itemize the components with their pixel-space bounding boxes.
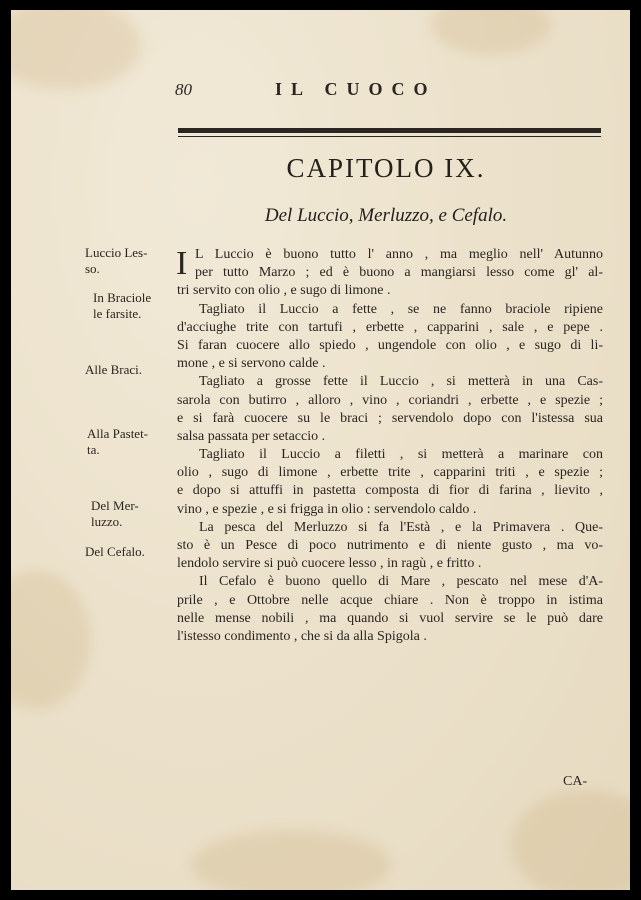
text-line: Il Cefalo è buono quello di Mare , pescato nel mese d'A- (199, 574, 603, 590)
drop-cap: I (176, 245, 188, 282)
header-rule (178, 128, 601, 133)
text-line: sto è un Pesce di poco nutrimento e di niente gusto , ma vo- (177, 538, 603, 553)
text-line: l'istesso condimento , che si da alla Spigola . (177, 628, 427, 644)
text-line: tri servito con olio , e sugo di limone . (177, 283, 391, 299)
text-line: lendolo servire si può cuocere lesso , in ragù , e fritto . (177, 556, 482, 572)
text-line: Si faran cuocere allo spiedo , ungendole con olio , e sugo di li- (177, 337, 603, 353)
paper-stain (11, 10, 141, 90)
text-line: per tutto Marzo ; ed è buono a mangiarsi lesso come gl' al- (195, 265, 603, 281)
body-text (177, 246, 603, 646)
text-line: La pesca del Merluzzo si fa l'Està , e la Primavera . Que- (199, 519, 603, 535)
sidenote-pastetta: Alla Pastet- ta. (87, 426, 149, 457)
paper-stain (511, 790, 630, 890)
paper-stain (191, 830, 391, 890)
sidenote-braci: Alle Braci. (85, 362, 143, 377)
paper-stain (431, 10, 551, 55)
text-line: vino , e spezie , e si frigga in olio : servendolo caldo . (177, 501, 477, 517)
catchword: CA- (563, 774, 588, 789)
text-line: Tagliato a grosse fette il Luccio , si metterà in una Cas- (199, 374, 603, 390)
book-title: IL CUOCO (275, 79, 437, 99)
text-line: olio , sugo di limone , erbette trite , capparini triti , e spezie ; (177, 465, 603, 481)
chapter-title: CAPITOLO IX. (286, 153, 486, 183)
paper-stain (11, 570, 91, 710)
text-line: Tagliato il Luccio a fette , se ne fanno braciole ripiene (199, 301, 603, 317)
text-line: Tagliato il Luccio a filetti , si metterà a marinare con (199, 447, 603, 463)
text-line: prile , e Ottobre nelle acque chiare . Non è troppo in istima (177, 592, 603, 608)
header-rule-thin (178, 136, 601, 137)
sidenote-merluzzo: Del Mer- luzzo. (91, 498, 139, 529)
text-line: L Luccio è buono tutto l' anno , ma meglio nell' Autunno (195, 247, 603, 262)
text-line: d'acciughe trite con tartufi , erbette , capparini , sale , e pepe . (177, 319, 603, 335)
text-line: sarola con butirro , alloro , vino , coriandri , erbette , e spezie ; (177, 392, 603, 408)
page-number: 80 (175, 80, 192, 99)
sidenote-cefalo: Del Cefalo. (85, 544, 145, 559)
chapter-subtitle: Del Luccio, Merluzzo, e Cefalo. (264, 205, 508, 226)
sidenote-braciole: In Braciole le farsite. (93, 290, 152, 321)
running-head (175, 80, 475, 106)
text-line: e si farà cuocere su le braci ; servendolo dopo con l'istessa sua (177, 410, 603, 426)
text-line: e dopo si attuffi in pastetta composta di fior di farina , lievito , (177, 483, 603, 499)
sidenote-luccio-lesso: Luccio Les- so. (85, 245, 148, 276)
text-line: nelle mense nobili , ma quando si vuol servire se le può dare (177, 610, 603, 626)
text-line: mone , e si servono calde . (177, 356, 326, 372)
book-page (11, 10, 630, 890)
text-line: salsa passata per setaccio . (177, 428, 326, 444)
